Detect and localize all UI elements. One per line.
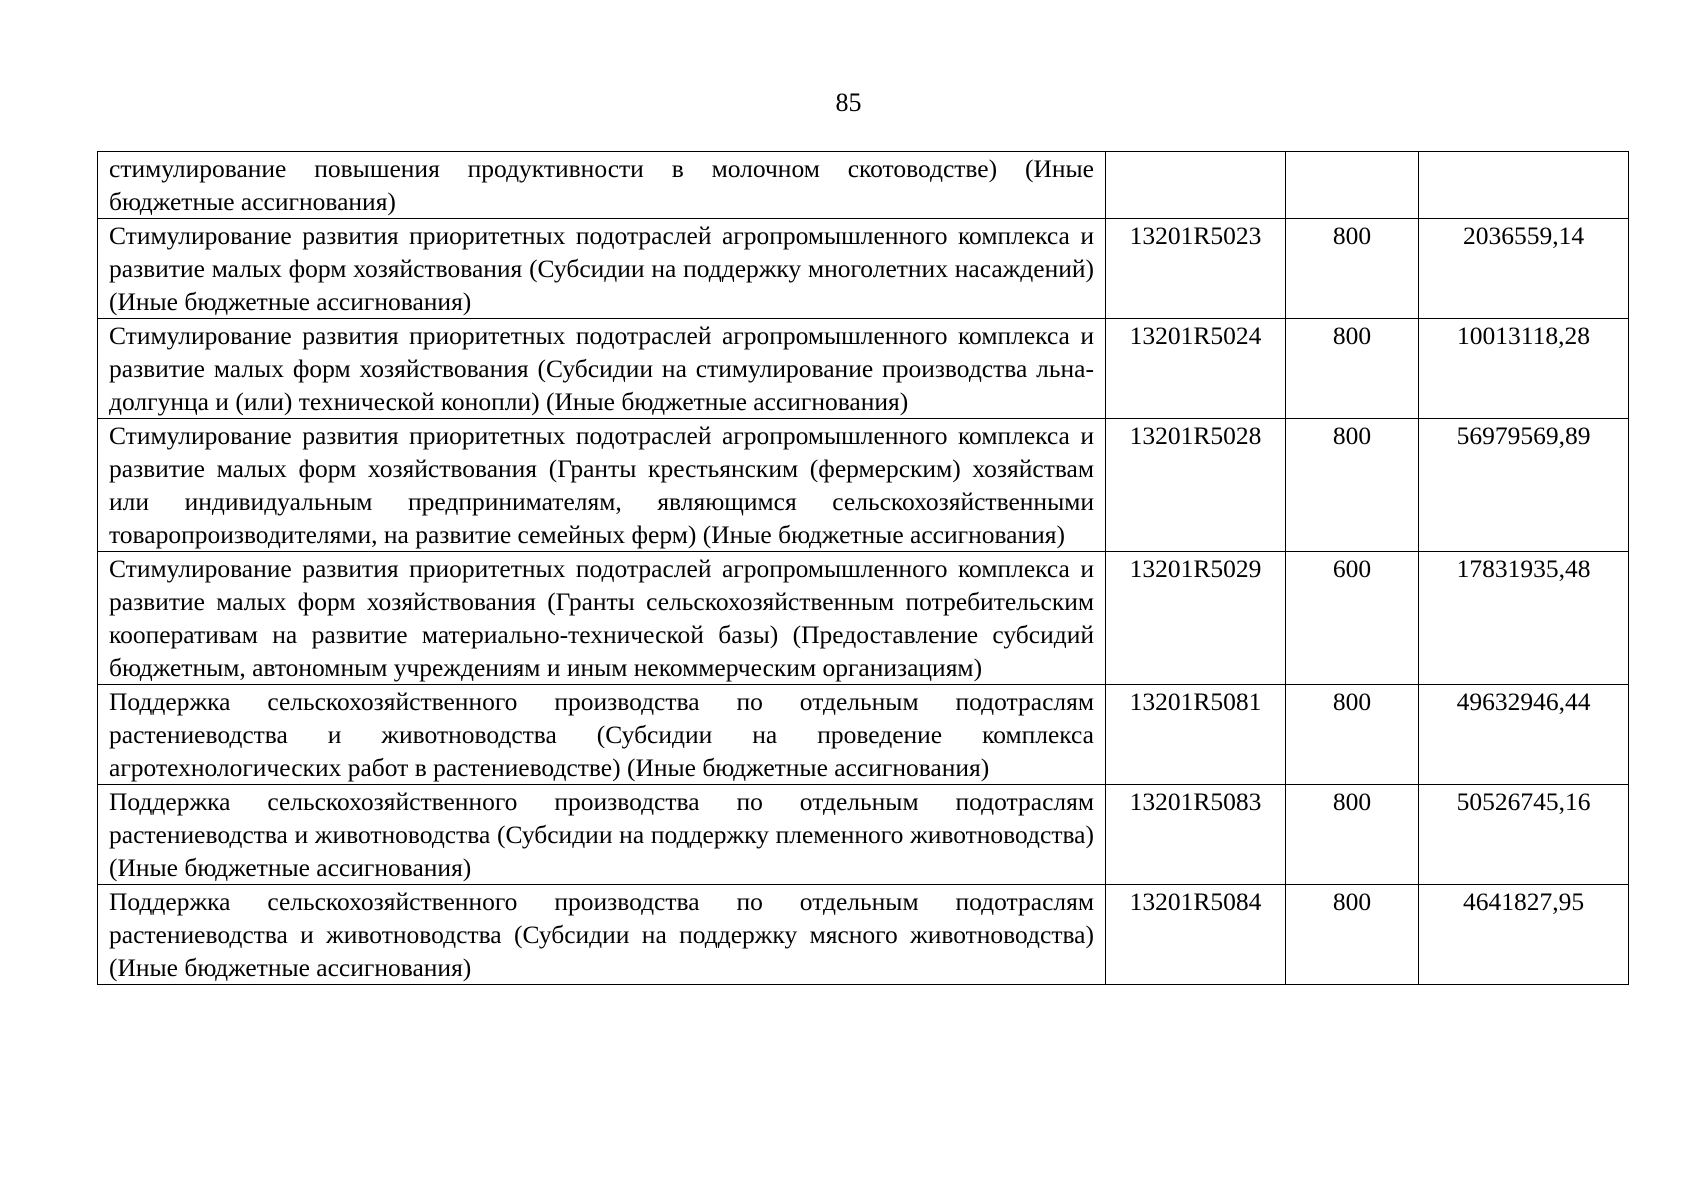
row-amount — [1419, 152, 1629, 219]
page-number: 85 — [835, 88, 862, 117]
row-amount: 2036559,14 — [1419, 219, 1629, 319]
row-description: Стимулирование развития приоритетных подотраслей агропромышленного комплекса и развитие малых форм хозяйствования (Гранты сельскохозяйственным потребительским кооперативам на развитие материально-технической базы) (Предоставление субсидий бюджетным, автономным учреждениям и иным некоммерческим организациям) — [98, 552, 1106, 685]
row-expense-type: 800 — [1286, 685, 1419, 785]
row-description: Поддержка сельскохозяйственного производства по отдельным подотраслям растениеводства и животноводства (Субсидии на поддержку племенного животноводства) (Иные бюджетные ассигнования) — [98, 785, 1106, 885]
row-target-code: 13201R5028 — [1106, 419, 1286, 552]
table-row — [98, 685, 1629, 785]
row-amount: 56979569,89 — [1419, 419, 1629, 552]
row-description: Поддержка сельскохозяйственного производства по отдельным подотраслям растениеводства и животноводства (Субсидии на поддержку мясного животноводства) (Иные бюджетные ассигнования) — [98, 885, 1106, 985]
row-expense-type: 800 — [1286, 785, 1419, 885]
row-expense-type: 800 — [1286, 419, 1419, 552]
table-row — [98, 785, 1629, 885]
row-amount: 49632946,44 — [1419, 685, 1629, 785]
row-target-code: 13201R5024 — [1106, 319, 1286, 419]
row-target-code: 13201R5083 — [1106, 785, 1286, 885]
row-description: стимулирование повышения продуктивности в молочном скотоводстве) (Иные бюджетные ассигнования) — [98, 152, 1106, 219]
table-row — [98, 552, 1629, 685]
row-expense-type: 600 — [1286, 552, 1419, 685]
row-expense-type: 800 — [1286, 885, 1419, 985]
table-row — [98, 219, 1629, 319]
row-expense-type: 800 — [1286, 319, 1419, 419]
row-description: Стимулирование развития приоритетных подотраслей агропромышленного комплекса и развитие малых форм хозяйствования (Субсидии на стимулирование производства льна-долгунца и (или) технической конопли) (Иные бюджетные ассигнования) — [98, 319, 1106, 419]
row-target-code: 13201R5029 — [1106, 552, 1286, 685]
row-amount: 50526745,16 — [1419, 785, 1629, 885]
row-amount: 4641827,95 — [1419, 885, 1629, 985]
row-amount: 17831935,48 — [1419, 552, 1629, 685]
row-amount: 10013118,28 — [1419, 319, 1629, 419]
row-expense-type — [1286, 152, 1419, 219]
table-row — [98, 885, 1629, 985]
table-row — [98, 152, 1629, 219]
budget-table — [97, 151, 1629, 985]
row-description: Стимулирование развития приоритетных подотраслей агропромышленного комплекса и развитие малых форм хозяйствования (Гранты крестьянским (фермерским) хозяйствам или индивидуальным предпринимателям, являющимся сельскохозяйственными товаропроизводителями, на развитие семейных ферм) (Иные бюджетные ассигнования) — [98, 419, 1106, 552]
row-target-code: 13201R5023 — [1106, 219, 1286, 319]
row-expense-type: 800 — [1286, 219, 1419, 319]
row-description: Стимулирование развития приоритетных подотраслей агропромышленного комплекса и развитие малых форм хозяйствования (Субсидии на поддержку многолетних насаждений) (Иные бюджетные ассигнования) — [98, 219, 1106, 319]
row-target-code: 13201R5081 — [1106, 685, 1286, 785]
row-target-code — [1106, 152, 1286, 219]
row-description: Поддержка сельскохозяйственного производства по отдельным подотраслям растениеводства и животноводства (Субсидии на проведение комплекса агротехнологических работ в растениеводстве) (Иные бюджетные ассигнования) — [98, 685, 1106, 785]
row-target-code: 13201R5084 — [1106, 885, 1286, 985]
table-row — [98, 319, 1629, 419]
table-row — [98, 419, 1629, 552]
